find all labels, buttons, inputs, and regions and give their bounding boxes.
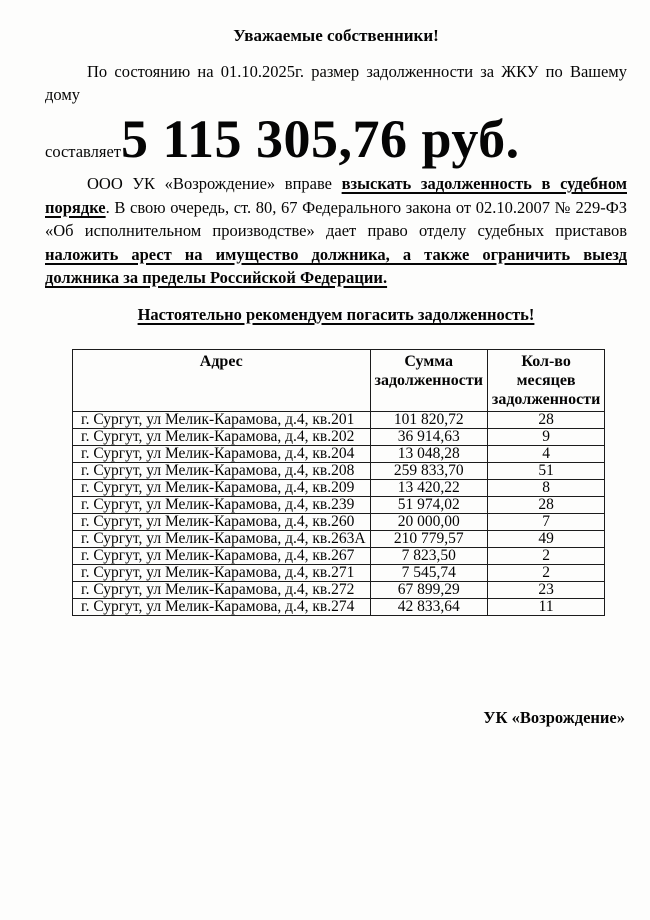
table-row (73, 479, 605, 496)
cell-amount: 36 914,63 (370, 428, 487, 445)
cell-address: г. Сургут, ул Мелик-Карамова, д.4, кв.271 (73, 564, 371, 581)
cell-address: г. Сургут, ул Мелик-Карамова, д.4, кв.260 (73, 513, 371, 530)
cell-months: 23 (487, 581, 604, 598)
table-row (73, 564, 605, 581)
cell-months: 49 (487, 530, 604, 547)
cell-amount: 210 779,57 (370, 530, 487, 547)
header-amount: Сумма задолженности (370, 349, 487, 411)
cell-address: г. Сургут, ул Мелик-Карамова, д.4, кв.208 (73, 462, 371, 479)
cell-months: 9 (487, 428, 604, 445)
cell-months: 8 (487, 479, 604, 496)
table-row (73, 462, 605, 479)
debt-table (72, 349, 605, 616)
debt-table-body (73, 411, 605, 615)
cell-months: 4 (487, 445, 604, 462)
cell-months: 2 (487, 547, 604, 564)
debt-table-head (73, 349, 605, 411)
signature: УК «Возрождение» (483, 707, 625, 727)
cell-amount: 7 823,50 (370, 547, 487, 564)
cell-address: г. Сургут, ул Мелик-Карамова, д.4, кв.209 (73, 479, 371, 496)
cell-address: г. Сургут, ул Мелик-Карамова, д.4, кв.272 (73, 581, 371, 598)
legal-paragraph (45, 172, 627, 290)
legal-segment: ООО УК «Возрождение» вправе (87, 174, 342, 193)
cell-months: 51 (487, 462, 604, 479)
cell-amount: 101 820,72 (370, 411, 487, 428)
cell-address: г. Сургут, ул Мелик-Карамова, д.4, кв.201 (73, 411, 371, 428)
cell-amount: 13 048,28 (370, 445, 487, 462)
header-address: Адрес (73, 349, 371, 411)
cell-amount: 51 974,02 (370, 496, 487, 513)
table-row (73, 581, 605, 598)
table-row (73, 496, 605, 513)
cell-months: 2 (487, 564, 604, 581)
amount-line (45, 108, 627, 170)
cell-address: г. Сургут, ул Мелик-Карамова, д.4, кв.274 (73, 598, 371, 615)
cell-address: г. Сургут, ул Мелик-Карамова, д.4, кв.267 (73, 547, 371, 564)
cell-amount: 67 899,29 (370, 581, 487, 598)
recommendation-line: Настоятельно рекомендуем погасить задолженность! (137, 304, 535, 324)
table-row (73, 411, 605, 428)
cell-amount: 259 833,70 (370, 462, 487, 479)
intro-line: По состоянию на 01.10.2025г. размер задолженности за ЖКУ по Вашему дому (45, 62, 627, 104)
cell-amount: 20 000,00 (370, 513, 487, 530)
document-title: Уважаемые собственники! (233, 26, 439, 45)
cell-months: 11 (487, 598, 604, 615)
cell-amount: 7 545,74 (370, 564, 487, 581)
table-row (73, 428, 605, 445)
legal-segment: . В свою очередь, ст. 80, 67 Федерального закона от 02.10.2007 № 229-ФЗ «Об исполнительном производстве» дает право отделу судебных приставов (45, 197, 627, 240)
cell-months: 28 (487, 496, 604, 513)
cell-months: 28 (487, 411, 604, 428)
cell-address: г. Сургут, ул Мелик-Карамова, д.4, кв.202 (73, 428, 371, 445)
table-row (73, 547, 605, 564)
debt-amount-total: 5 115 305,76 руб. (120, 109, 520, 169)
debt-table-header-row (73, 349, 605, 411)
cell-address: г. Сургут, ул Мелик-Карамова, д.4, кв.239 (73, 496, 371, 513)
legal-segment-emphasized: взыскать задолженность в судебном порядке (45, 174, 627, 217)
table-row (73, 513, 605, 530)
cell-address: г. Сургут, ул Мелик-Карамова, д.4, кв.263А (73, 530, 371, 547)
legal-segment-emphasized: наложить арест на имущество должника, а также ограничить выезд должника за пределы Российской Федерации. (45, 244, 627, 287)
amount-prefix: составляет (45, 142, 121, 161)
cell-address: г. Сургут, ул Мелик-Карамова, д.4, кв.204 (73, 445, 371, 462)
header-months: Кол-во месяцев задолженности (487, 349, 604, 411)
table-row (73, 445, 605, 462)
cell-months: 7 (487, 513, 604, 530)
table-row (73, 530, 605, 547)
table-row (73, 598, 605, 615)
cell-amount: 42 833,64 (370, 598, 487, 615)
cell-amount: 13 420,22 (370, 479, 487, 496)
